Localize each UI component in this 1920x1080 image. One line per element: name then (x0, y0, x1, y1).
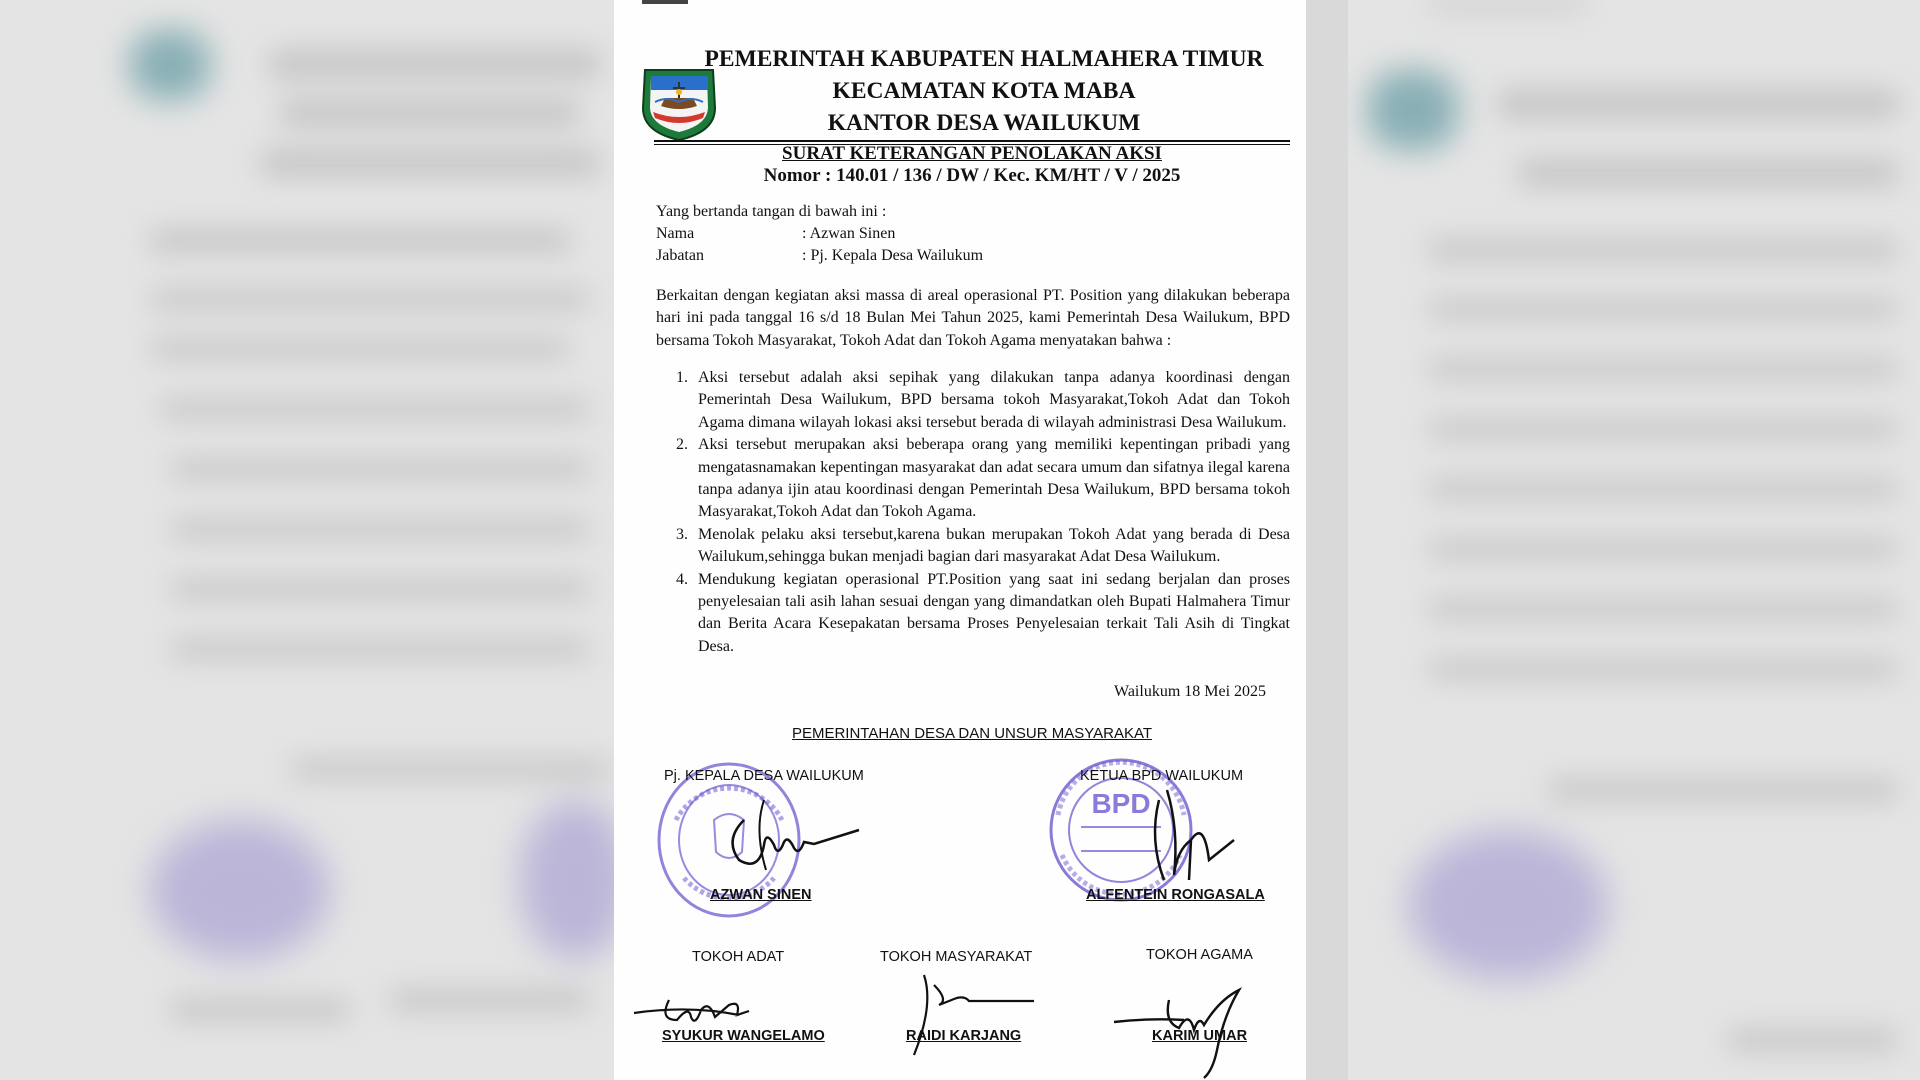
tokoh-masyarakat-label: TOKOH MASYARAKAT (880, 949, 1033, 965)
bpd-stamp-mark: BPD (1091, 788, 1151, 819)
statement-list (664, 367, 1290, 658)
letter-number: Nomor : 140.01 / 136 / DW / Kec. KM/HT / V / 2025 (763, 165, 1181, 186)
kepala-desa-signature (704, 790, 864, 880)
field-label-jabatan: Jabatan (656, 247, 704, 264)
list-item-number: 1. (676, 369, 688, 386)
signature-section-title: PEMERINTAHAN DESA DAN UNSUR MASYARAKAT (791, 725, 1153, 742)
tokoh-masyarakat-signature (894, 965, 1044, 1060)
intro-text: Yang bertanda tangan di bawah ini : (656, 203, 887, 220)
letter-document (614, 0, 1306, 1080)
field-value-jabatan: : Pj. Kepala Desa Wailukum (802, 247, 984, 264)
list-item (664, 569, 1290, 659)
list-item (664, 434, 1290, 524)
header-line-3: KANTOR DESA WAILUKUM (827, 110, 1141, 136)
top-edge-mark (642, 0, 688, 4)
letter-date: Wailukum 18 Mei 2025 (1114, 683, 1267, 700)
blurred-backdrop-right (1348, 0, 1920, 1080)
header-line-2: KECAMATAN KOTA MABA (832, 78, 1136, 104)
letter-title: SURAT KETERANGAN PENOLAKAN AKSI (782, 143, 1162, 164)
list-item-text: Mendukung kegiatan operasional PT.Position yang saat ini sedang berjalan dan proses penyelesaian tali asih lahan sesuai dengan yang dimandatkan oleh Bupati Halmahera Timur dan Berita Acara Kesepakatan bersama Proses Penyelesaian terkait Tali Asih di Tingkat Desa. (698, 570, 1290, 655)
list-item-number: 4. (676, 570, 688, 588)
ketua-bpd-signature (1119, 780, 1249, 890)
field-label-nama: Nama (656, 225, 695, 242)
list-item-text: Menolak pelaku aksi tersebut,karena bukan merupakan Tokoh Adat yang berada di Desa Wailukum,sehingga bukan menjadi bagian dari masyarakat Adat Desa Wailukum. (698, 525, 1290, 566)
kepala-desa-name: AZWAN SINEN (710, 887, 812, 903)
kepala-desa-label: Pj. KEPALA DESA WAILUKUM (664, 768, 864, 784)
list-item-number: 3. (676, 525, 688, 543)
field-value-nama: : Azwan Sinen (802, 225, 896, 242)
header-line-1: PEMERINTAH KABUPATEN HALMAHERA TIMUR (704, 46, 1264, 72)
opening-paragraph: Berkaitan dengan kegiatan aksi massa di areal operasional PT. Position yang dilakukan beberapa hari ini pada tanggal 16 s/d 18 Bulan Mei Tahun 2025, kami Pemerintah Desa Wailukum, BPD bersama Tokoh Masyarakat, Tokoh Adat dan Tokoh Agama menyatakan bahwa : (656, 287, 1290, 349)
tokoh-agama-label: TOKOH AGAMA (1146, 947, 1253, 963)
tokoh-agama-name: KARIM UMAR (1152, 1028, 1248, 1044)
list-item-text: Aksi tersebut merupakan aksi beberapa orang yang memiliki kepentingan pribadi yang mengatasnamakan kepentingan masyarakat dan adat secara umum dan sifatnya ilegal karena tanpa adanya ijin atau koordinasi dengan Pemerintah Desa Wailukum, BPD bersama tokoh Masyarakat,Tokoh Adat dan Tokoh Agama. (698, 436, 1290, 521)
blurred-backdrop-left (0, 0, 614, 1080)
tokoh-adat-label: TOKOH ADAT (692, 949, 785, 965)
tokoh-agama-signature (1109, 970, 1259, 1080)
ketua-bpd-name: ALFENTEIN RONGASALA (1086, 887, 1265, 903)
list-item (664, 367, 1290, 434)
tokoh-adat-signature (629, 975, 789, 1035)
ketua-bpd-label: KETUA BPD WAILUKUM (1080, 768, 1244, 784)
tokoh-masyarakat-name: RAIDI KARJANG (906, 1028, 1022, 1044)
list-item-text: Aksi tersebut adalah aksi sepihak yang dilakukan tanpa adanya koordinasi dengan Pemerintah Desa Wailukum, BPD bersama tokoh Masyarakat,Tokoh Adat dan Tokoh Agama dimana wilayah lokasi aksi tersebut berada di wilayah administrasi Desa Wailukum. (698, 369, 1290, 431)
list-item (664, 524, 1290, 569)
list-item-number: 2. (676, 436, 688, 454)
header-rule (654, 140, 1290, 142)
tokoh-adat-name: SYUKUR WANGELAMO (662, 1028, 825, 1044)
